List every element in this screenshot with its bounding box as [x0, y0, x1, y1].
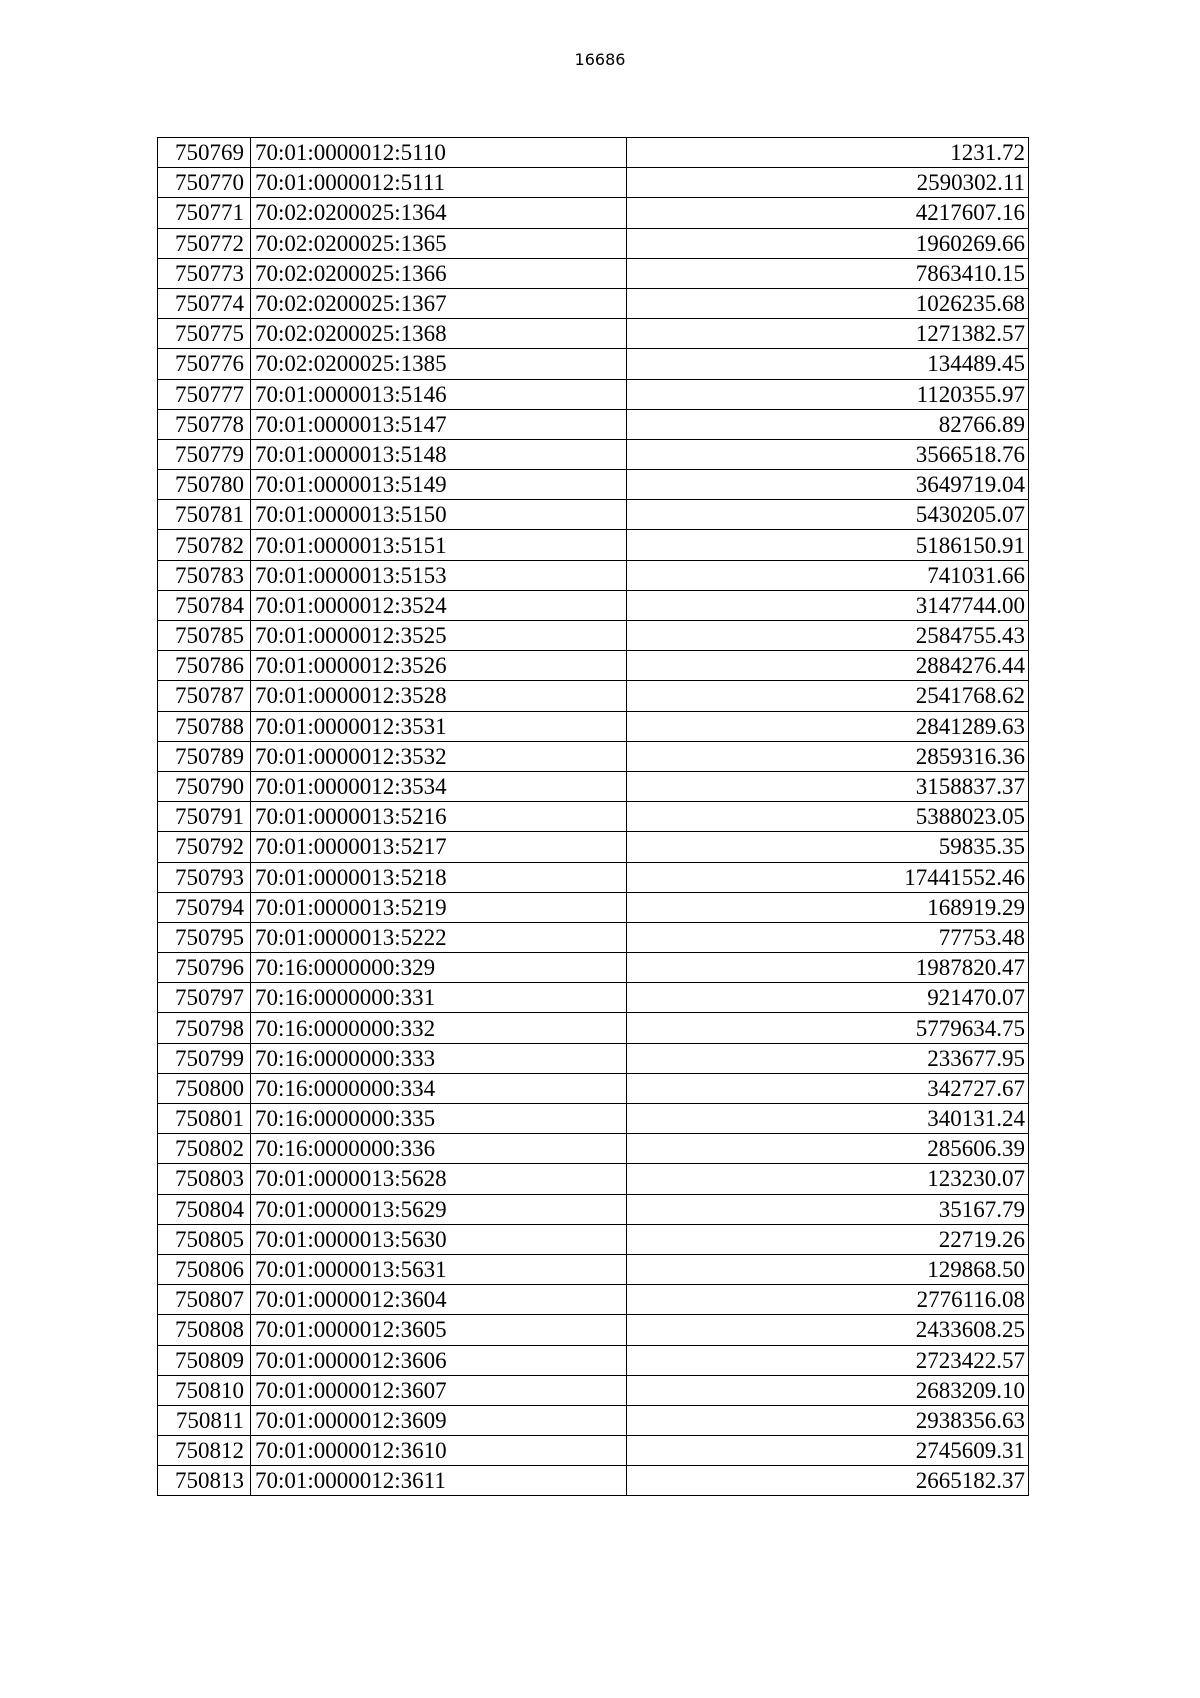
value-cell: 3147744.00 — [627, 590, 1029, 620]
cadastral-number-cell: 70:01:0000013:5217 — [251, 832, 627, 862]
row-number-cell: 750812 — [158, 1436, 251, 1466]
cadastral-number-cell: 70:01:0000013:5151 — [251, 530, 627, 560]
table-row — [158, 288, 1029, 318]
row-number-cell: 750787 — [158, 681, 251, 711]
row-number-cell: 750776 — [158, 349, 251, 379]
value-cell: 2723422.57 — [627, 1345, 1029, 1375]
cadastral-number-cell: 70:01:0000012:3611 — [251, 1466, 627, 1496]
table-row — [158, 711, 1029, 741]
table-row — [158, 379, 1029, 409]
cadastral-number-cell: 70:01:0000013:5148 — [251, 439, 627, 469]
value-cell: 2584755.43 — [627, 621, 1029, 651]
table-row — [158, 1224, 1029, 1254]
value-cell: 2938356.63 — [627, 1405, 1029, 1435]
table-row — [158, 500, 1029, 530]
table-row — [158, 1013, 1029, 1043]
table-row — [158, 953, 1029, 983]
value-cell: 35167.79 — [627, 1194, 1029, 1224]
row-number-cell: 750789 — [158, 741, 251, 771]
row-number-cell: 750778 — [158, 409, 251, 439]
cadastral-number-cell: 70:01:0000012:3607 — [251, 1375, 627, 1405]
cadastral-number-cell: 70:02:0200025:1385 — [251, 349, 627, 379]
table-row — [158, 1405, 1029, 1435]
cadastral-number-cell: 70:01:0000013:5149 — [251, 470, 627, 500]
row-number-cell: 750810 — [158, 1375, 251, 1405]
row-number-cell: 750794 — [158, 892, 251, 922]
value-cell: 1026235.68 — [627, 288, 1029, 318]
cadastral-number-cell: 70:01:0000012:3604 — [251, 1285, 627, 1315]
cadastral-number-cell: 70:16:0000000:329 — [251, 953, 627, 983]
cadastral-number-cell: 70:01:0000012:5110 — [251, 138, 627, 168]
row-number-cell: 750803 — [158, 1164, 251, 1194]
value-cell: 5430205.07 — [627, 500, 1029, 530]
row-number-cell: 750769 — [158, 138, 251, 168]
row-number-cell: 750795 — [158, 922, 251, 952]
table-row — [158, 1043, 1029, 1073]
table-row — [158, 802, 1029, 832]
row-number-cell: 750792 — [158, 832, 251, 862]
table-row — [158, 138, 1029, 168]
value-cell: 2776116.08 — [627, 1285, 1029, 1315]
value-cell: 1987820.47 — [627, 953, 1029, 983]
value-cell: 342727.67 — [627, 1073, 1029, 1103]
cadastral-number-cell: 70:01:0000012:3606 — [251, 1345, 627, 1375]
cadastral-number-cell: 70:01:0000013:5146 — [251, 379, 627, 409]
cadastral-number-cell: 70:01:0000012:3532 — [251, 741, 627, 771]
value-cell: 3158837.37 — [627, 771, 1029, 801]
value-cell: 2433608.25 — [627, 1315, 1029, 1345]
row-number-cell: 750780 — [158, 470, 251, 500]
value-cell: 4217607.16 — [627, 198, 1029, 228]
cadastral-number-cell: 70:02:0200025:1365 — [251, 228, 627, 258]
table-row — [158, 1194, 1029, 1224]
cadastral-number-cell: 70:01:0000013:5219 — [251, 892, 627, 922]
table-row — [158, 319, 1029, 349]
cadastral-number-cell: 70:01:0000013:5222 — [251, 922, 627, 952]
cadastral-number-cell: 70:01:0000013:5147 — [251, 409, 627, 439]
value-cell: 285606.39 — [627, 1134, 1029, 1164]
table-body — [158, 138, 1029, 1496]
cadastral-number-cell: 70:16:0000000:331 — [251, 983, 627, 1013]
value-cell: 1271382.57 — [627, 319, 1029, 349]
cadastral-number-cell: 70:16:0000000:334 — [251, 1073, 627, 1103]
table-row — [158, 1134, 1029, 1164]
value-cell: 1231.72 — [627, 138, 1029, 168]
cadastral-number-cell: 70:01:0000012:3528 — [251, 681, 627, 711]
value-cell: 82766.89 — [627, 409, 1029, 439]
value-cell: 5388023.05 — [627, 802, 1029, 832]
cadastral-number-cell: 70:02:0200025:1366 — [251, 258, 627, 288]
row-number-cell: 750809 — [158, 1345, 251, 1375]
cadastral-number-cell: 70:16:0000000:333 — [251, 1043, 627, 1073]
row-number-cell: 750783 — [158, 560, 251, 590]
cadastral-number-cell: 70:01:0000012:3605 — [251, 1315, 627, 1345]
value-cell: 123230.07 — [627, 1164, 1029, 1194]
value-cell: 2541768.62 — [627, 681, 1029, 711]
value-cell: 5779634.75 — [627, 1013, 1029, 1043]
cadastral-number-cell: 70:01:0000013:5629 — [251, 1194, 627, 1224]
row-number-cell: 750806 — [158, 1254, 251, 1284]
cadastral-number-cell: 70:01:0000012:3525 — [251, 621, 627, 651]
table-row — [158, 862, 1029, 892]
table-row — [158, 1073, 1029, 1103]
registry-table — [157, 137, 1029, 1496]
cadastral-number-cell: 70:01:0000012:3534 — [251, 771, 627, 801]
table-row — [158, 409, 1029, 439]
value-cell: 3649719.04 — [627, 470, 1029, 500]
cadastral-number-cell: 70:01:0000012:3524 — [251, 590, 627, 620]
value-cell: 77753.48 — [627, 922, 1029, 952]
row-number-cell: 750797 — [158, 983, 251, 1013]
cadastral-number-cell: 70:01:0000013:5216 — [251, 802, 627, 832]
table-row — [158, 741, 1029, 771]
table-row — [158, 1104, 1029, 1134]
value-cell: 1120355.97 — [627, 379, 1029, 409]
table-row — [158, 621, 1029, 651]
row-number-cell: 750802 — [158, 1134, 251, 1164]
value-cell: 59835.35 — [627, 832, 1029, 862]
row-number-cell: 750804 — [158, 1194, 251, 1224]
row-number-cell: 750813 — [158, 1466, 251, 1496]
cadastral-number-cell: 70:01:0000012:3610 — [251, 1436, 627, 1466]
row-number-cell: 750781 — [158, 500, 251, 530]
row-number-cell: 750775 — [158, 319, 251, 349]
cadastral-number-cell: 70:16:0000000:335 — [251, 1104, 627, 1134]
table-row — [158, 439, 1029, 469]
value-cell: 2745609.31 — [627, 1436, 1029, 1466]
value-cell: 22719.26 — [627, 1224, 1029, 1254]
value-cell: 2683209.10 — [627, 1375, 1029, 1405]
row-number-cell: 750784 — [158, 590, 251, 620]
table-row — [158, 470, 1029, 500]
table-row — [158, 168, 1029, 198]
value-cell: 741031.66 — [627, 560, 1029, 590]
cadastral-number-cell: 70:01:0000013:5153 — [251, 560, 627, 590]
row-number-cell: 750771 — [158, 198, 251, 228]
row-number-cell: 750791 — [158, 802, 251, 832]
row-number-cell: 750796 — [158, 953, 251, 983]
value-cell: 340131.24 — [627, 1104, 1029, 1134]
cadastral-number-cell: 70:01:0000013:5631 — [251, 1254, 627, 1284]
value-cell: 7863410.15 — [627, 258, 1029, 288]
table-row — [158, 1315, 1029, 1345]
value-cell: 1960269.66 — [627, 228, 1029, 258]
table-row — [158, 349, 1029, 379]
value-cell: 2665182.37 — [627, 1466, 1029, 1496]
table-row — [158, 1466, 1029, 1496]
table-row — [158, 983, 1029, 1013]
table-row — [158, 1345, 1029, 1375]
cadastral-number-cell: 70:01:0000013:5150 — [251, 500, 627, 530]
row-number-cell: 750800 — [158, 1073, 251, 1103]
table-row — [158, 228, 1029, 258]
cadastral-number-cell: 70:01:0000012:3526 — [251, 651, 627, 681]
cadastral-number-cell: 70:16:0000000:336 — [251, 1134, 627, 1164]
table-row — [158, 1254, 1029, 1284]
row-number-cell: 750773 — [158, 258, 251, 288]
cadastral-number-cell: 70:01:0000012:5111 — [251, 168, 627, 198]
value-cell: 233677.95 — [627, 1043, 1029, 1073]
cadastral-number-cell: 70:01:0000013:5218 — [251, 862, 627, 892]
cadastral-number-cell: 70:01:0000012:3609 — [251, 1405, 627, 1435]
row-number-cell: 750777 — [158, 379, 251, 409]
table-row — [158, 1375, 1029, 1405]
table-row — [158, 771, 1029, 801]
cadastral-number-cell: 70:02:0200025:1368 — [251, 319, 627, 349]
row-number-cell: 750807 — [158, 1285, 251, 1315]
table-row — [158, 832, 1029, 862]
row-number-cell: 750788 — [158, 711, 251, 741]
value-cell: 3566518.76 — [627, 439, 1029, 469]
value-cell: 134489.45 — [627, 349, 1029, 379]
row-number-cell: 750779 — [158, 439, 251, 469]
row-number-cell: 750793 — [158, 862, 251, 892]
row-number-cell: 750785 — [158, 621, 251, 651]
row-number-cell: 750811 — [158, 1405, 251, 1435]
table-row — [158, 198, 1029, 228]
row-number-cell: 750786 — [158, 651, 251, 681]
value-cell: 168919.29 — [627, 892, 1029, 922]
row-number-cell: 750798 — [158, 1013, 251, 1043]
cadastral-number-cell: 70:01:0000013:5628 — [251, 1164, 627, 1194]
cadastral-number-cell: 70:02:0200025:1367 — [251, 288, 627, 318]
table-row — [158, 681, 1029, 711]
value-cell: 2590302.11 — [627, 168, 1029, 198]
row-number-cell: 750790 — [158, 771, 251, 801]
cadastral-number-cell: 70:01:0000013:5630 — [251, 1224, 627, 1254]
row-number-cell: 750805 — [158, 1224, 251, 1254]
page-number: 16686 — [574, 50, 626, 69]
value-cell: 17441552.46 — [627, 862, 1029, 892]
value-cell: 129868.50 — [627, 1254, 1029, 1284]
table-row — [158, 530, 1029, 560]
row-number-cell: 750801 — [158, 1104, 251, 1134]
row-number-cell: 750774 — [158, 288, 251, 318]
table-row — [158, 1436, 1029, 1466]
value-cell: 2884276.44 — [627, 651, 1029, 681]
value-cell: 921470.07 — [627, 983, 1029, 1013]
table-row — [158, 1164, 1029, 1194]
table-row — [158, 651, 1029, 681]
row-number-cell: 750808 — [158, 1315, 251, 1345]
value-cell: 5186150.91 — [627, 530, 1029, 560]
cadastral-number-cell: 70:01:0000012:3531 — [251, 711, 627, 741]
table-row — [158, 560, 1029, 590]
cadastral-number-cell: 70:02:0200025:1364 — [251, 198, 627, 228]
table-row — [158, 922, 1029, 952]
table-row — [158, 258, 1029, 288]
table-row — [158, 1285, 1029, 1315]
cadastral-number-cell: 70:16:0000000:332 — [251, 1013, 627, 1043]
table-row — [158, 590, 1029, 620]
value-cell: 2859316.36 — [627, 741, 1029, 771]
row-number-cell: 750799 — [158, 1043, 251, 1073]
row-number-cell: 750772 — [158, 228, 251, 258]
row-number-cell: 750782 — [158, 530, 251, 560]
value-cell: 2841289.63 — [627, 711, 1029, 741]
row-number-cell: 750770 — [158, 168, 251, 198]
table-row — [158, 892, 1029, 922]
